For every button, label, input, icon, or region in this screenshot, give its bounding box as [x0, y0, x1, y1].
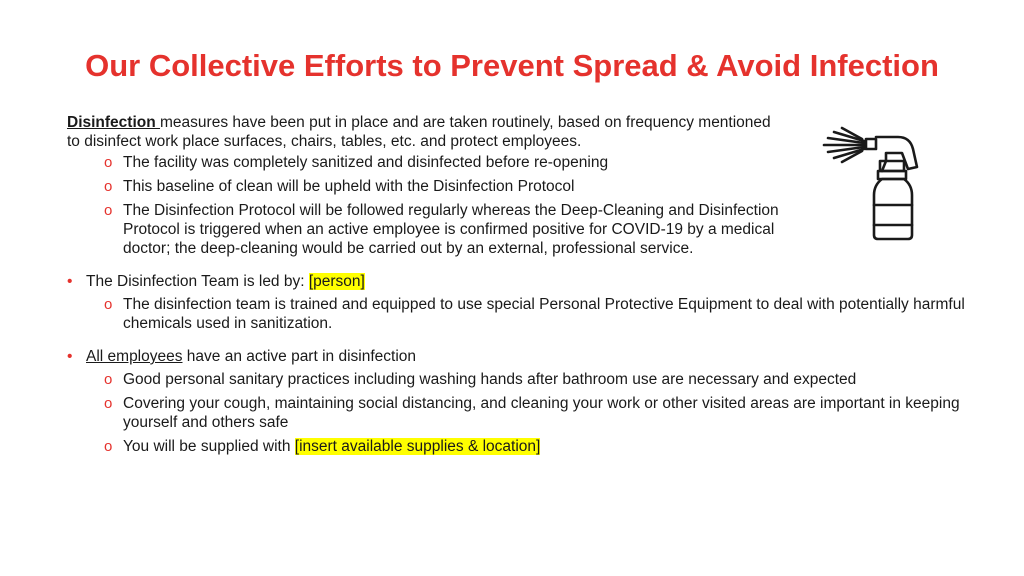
employees-lead: All employees — [86, 348, 183, 365]
sub-bullet-marker: o — [104, 371, 113, 388]
team-text: The Disinfection Team is led by: — [86, 273, 309, 290]
bullet-marker: • — [67, 348, 73, 365]
list-item: o You will be supplied with [insert available supplies & location] — [104, 438, 541, 455]
slide-title: Our Collective Efforts to Prevent Spread & Avoid Infection — [85, 48, 939, 83]
supplies-placeholder: [insert available supplies & location] — [294, 438, 541, 455]
list-item: o This baseline of clean will be upheld with the Disinfection Protocol — [104, 178, 575, 195]
sub-bullet-marker: o — [104, 178, 113, 195]
bullet-marker: • — [67, 273, 73, 290]
sub-bullet-marker: o — [104, 438, 113, 455]
intro-lead: Disinfection — [67, 114, 161, 131]
intro-sublist — [67, 153, 967, 258]
team-bullet — [67, 272, 967, 333]
sub-bullet-marker: o — [104, 296, 113, 313]
list-item: o The Disinfection Protocol will be followed regularly whereas the Deep-Cleaning and Disinfection Protocol is triggered when an active employee is confirmed positive for COVID-19 by a medical doctor; the deep-cleaning would be carried out by an external, professional service. — [104, 202, 779, 257]
list-item: o The facility was completely sanitized and disinfected before re-opening — [104, 154, 609, 171]
intro-paragraph — [67, 113, 787, 151]
sub-bullet-marker: o — [104, 154, 113, 171]
sub-bullet-marker: o — [104, 395, 113, 412]
list-item: o Good personal sanitary practices including washing hands after bathroom use are necessary and expected — [104, 371, 857, 388]
team-sublist — [86, 295, 967, 333]
list-item: o The disinfection team is trained and equipped to use special Personal Protective Equipment to deal with potentially harmful chemicals used in sanitization. — [104, 296, 965, 332]
sub-bullet-marker: o — [104, 202, 113, 219]
employees-sublist — [86, 370, 967, 456]
employees-bullet — [67, 347, 967, 456]
employees-text: have an active part in disinfection — [182, 348, 416, 365]
person-placeholder: [person] — [308, 273, 365, 290]
intro-text: measures have been put in place and are taken routinely, based on frequency mentioned to disinfect work place surfaces, chairs, tables, etc. and protect employees. — [67, 114, 771, 150]
slide-content — [67, 113, 967, 461]
disinfection-block — [67, 113, 967, 258]
main-bullet-list — [67, 272, 967, 456]
list-item: o Covering your cough, maintaining social distancing, and cleaning your work or other visited areas are important in keeping yourself and others safe — [104, 395, 960, 431]
